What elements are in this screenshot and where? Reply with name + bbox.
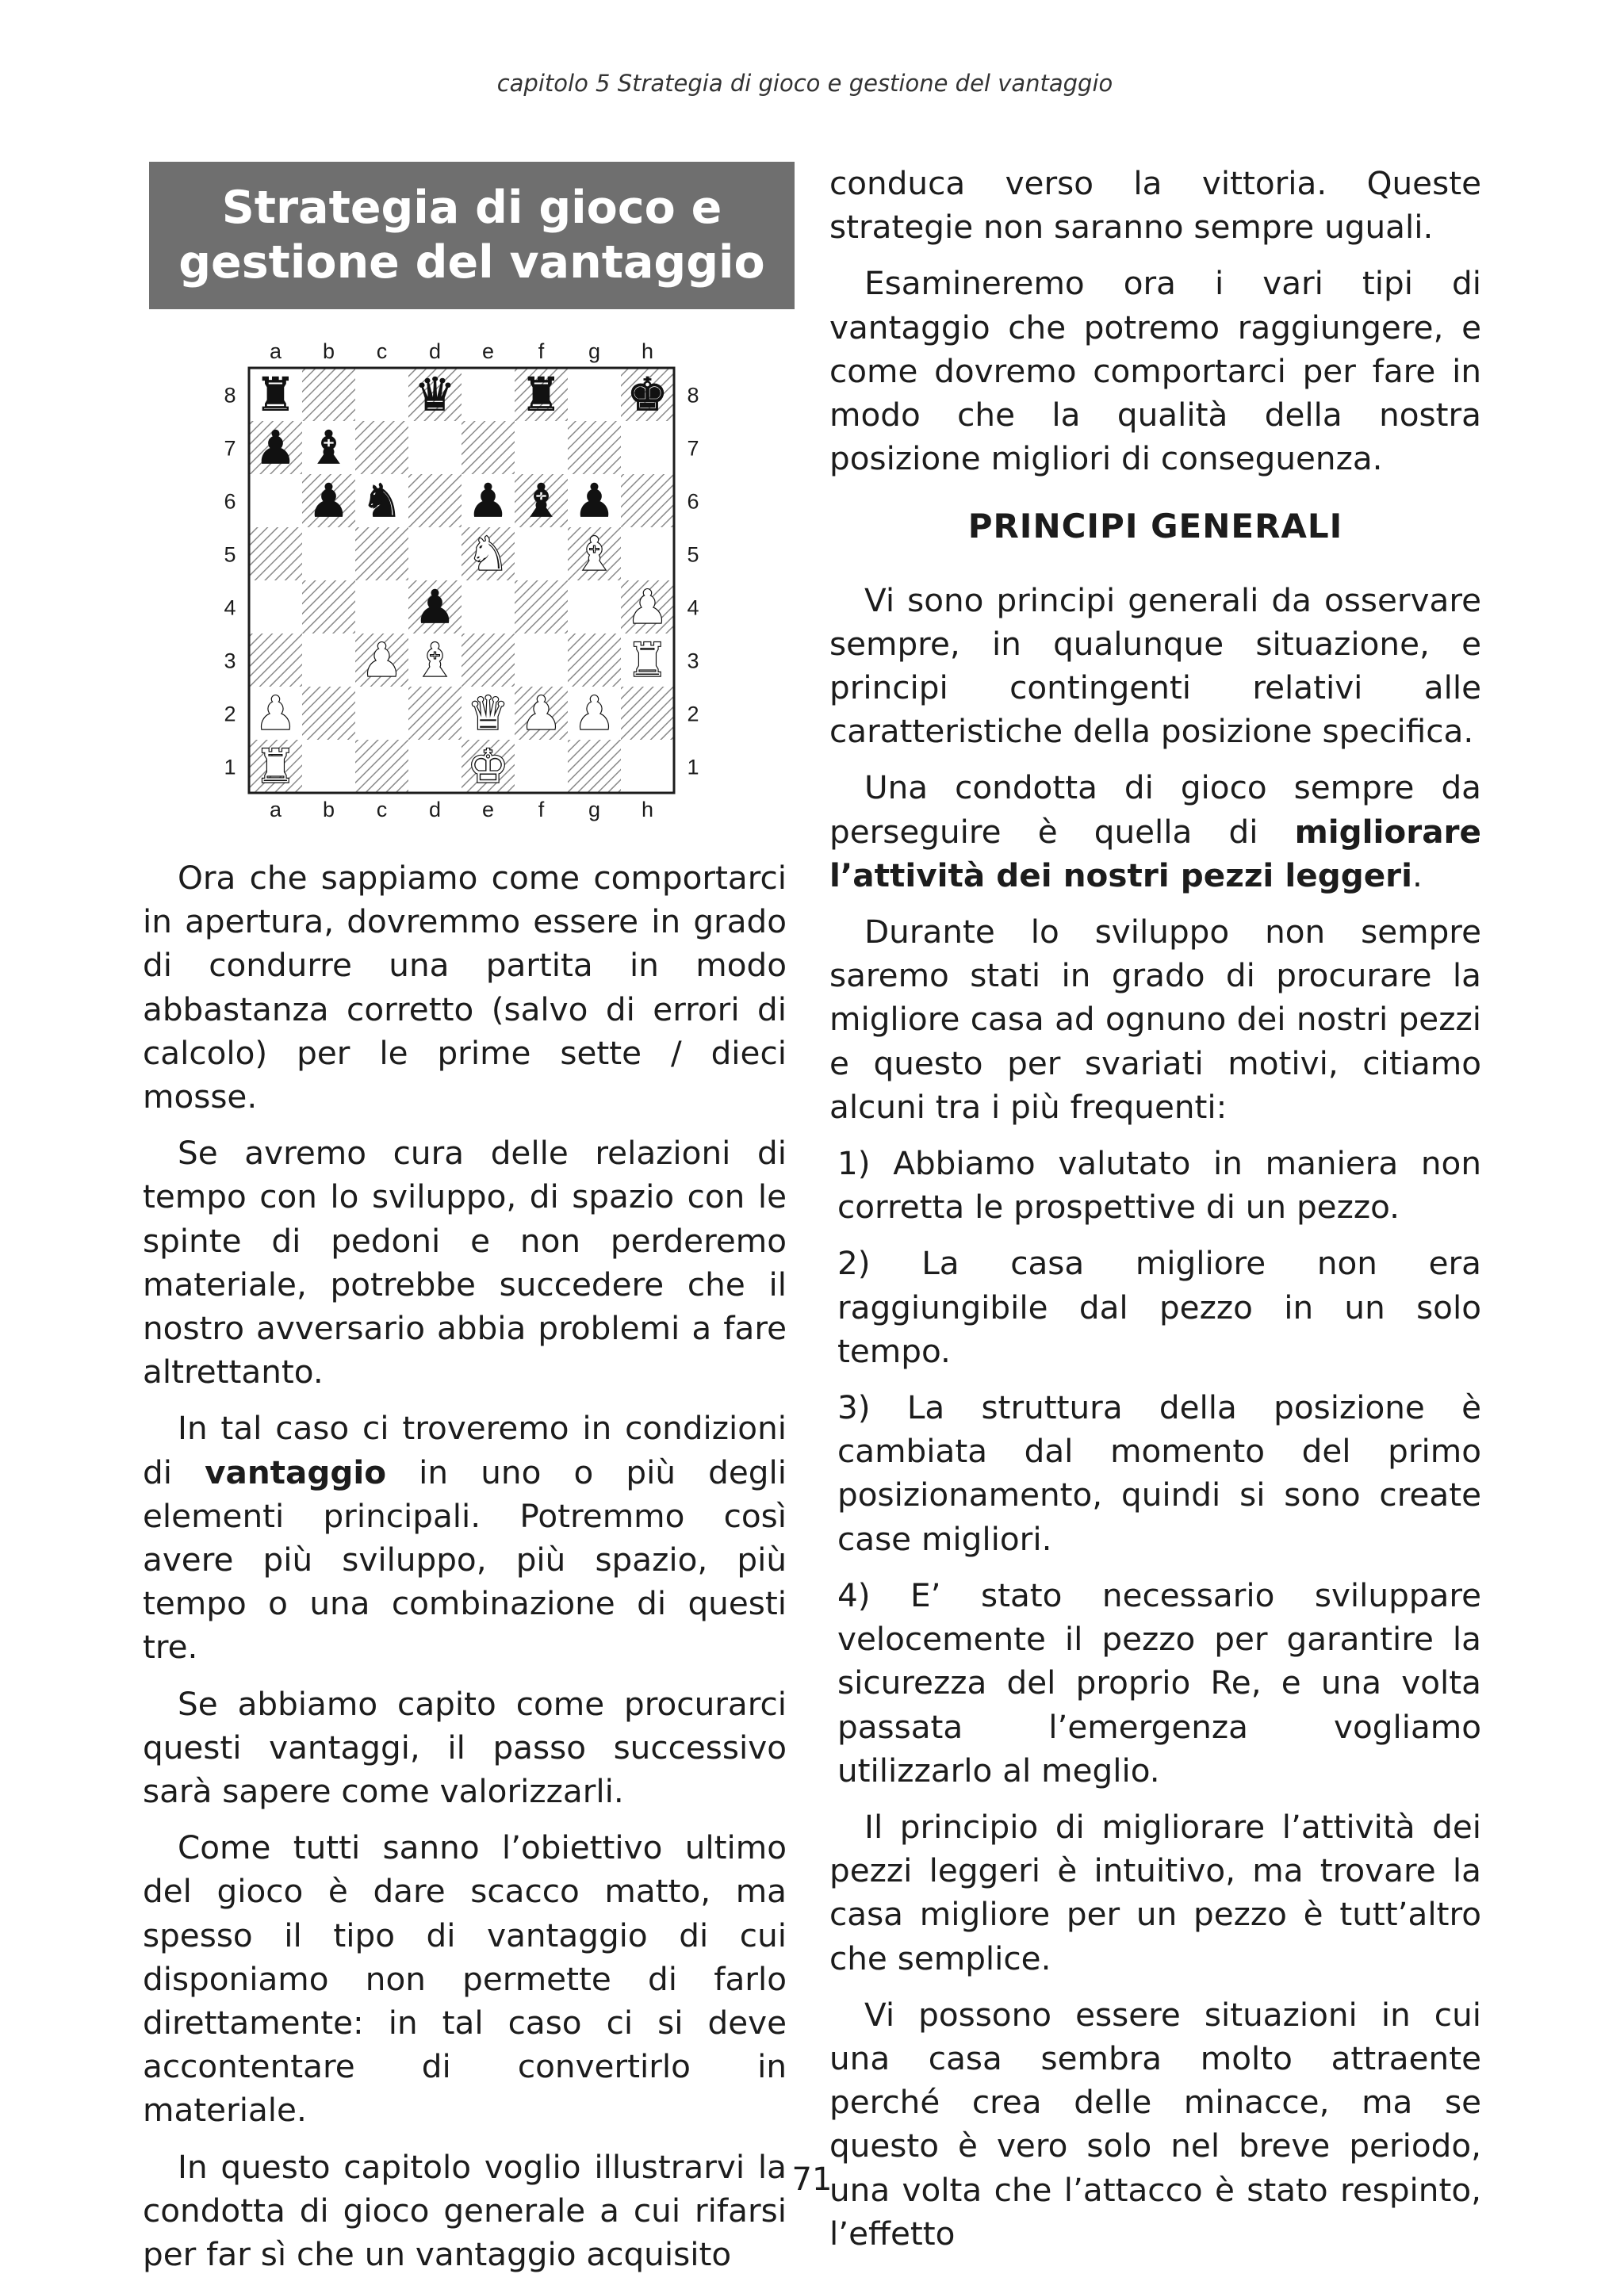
board-square <box>462 634 515 687</box>
text-run: In tal caso ci troveremo in condizioni di <box>143 1409 787 1491</box>
board-square <box>568 740 621 793</box>
page-number: 71 <box>791 2161 833 2198</box>
paragraph <box>143 1407 787 1669</box>
board-square <box>249 634 302 687</box>
board-square <box>355 368 408 421</box>
paragraph: Vi sono principi generali da osservare sempre, in qualunque situazione, e principi contingenti relativi alle caratteristiche della posizione specifica. <box>829 580 1481 751</box>
white-king-icon: ♚ <box>467 739 509 794</box>
file-label: d <box>428 339 442 363</box>
black-queen-icon: ♛ <box>414 367 456 422</box>
black-pawn-icon: ♟ <box>414 580 456 634</box>
file-label: e <box>481 798 495 821</box>
text-run: Come tutti sanno l’obiettivo ultimo del gioco è dare scacco matto, ma spesso il tipo di vantaggio di cui disponiamo non permette di farlo direttamente: in tal caso ci si deve accontentare di convertirlo in materiale. <box>143 1828 787 2130</box>
rank-label: 5 <box>224 542 236 567</box>
board-square <box>408 687 462 740</box>
board-square <box>302 740 355 793</box>
board-square <box>621 474 674 527</box>
board-square <box>621 527 674 580</box>
rank-label: 2 <box>224 702 236 726</box>
file-label: f <box>538 339 545 363</box>
rank-label: 1 <box>224 755 236 779</box>
board-square <box>302 527 355 580</box>
board-square <box>568 634 621 687</box>
file-label: c <box>376 798 388 821</box>
section-title-box <box>149 162 795 309</box>
file-label: b <box>322 798 335 821</box>
rank-label: 7 <box>224 436 236 461</box>
board-square <box>515 527 568 580</box>
bold-text: migliorare l’attività dei nostri pezzi leggeri <box>829 812 1481 894</box>
rank-label: 8 <box>224 383 236 408</box>
black-rook-icon: ♜ <box>520 367 562 422</box>
board-square <box>515 580 568 634</box>
board-square <box>408 474 462 527</box>
paragraph: Il principio di migliorare l’attività dei pezzi leggeri è intuitivo, ma trovare la casa migliore per un pezzo è tutt’altro che semplice. <box>829 1807 1481 1977</box>
rank-label: 4 <box>224 595 236 620</box>
board-square <box>621 740 674 793</box>
board-square <box>568 368 621 421</box>
white-pawn-icon: ♟ <box>520 686 562 741</box>
text-run: in uno o più degli elementi principali. Potremmo così avere più sviluppo, più spazio, più tempo o una combinazione di questi tre. <box>143 1453 787 1667</box>
board-square <box>355 687 408 740</box>
board-square <box>355 740 408 793</box>
text-run: Se avremo cura delle relazioni di tempo con lo sviluppo, di spazio con le spinte di pedoni e non perderemo materiale, potrebbe succedere che il nostro avversario abbia problemi a fare altrettanto. <box>143 1134 787 1391</box>
rank-label: 5 <box>687 542 699 567</box>
rank-label: 3 <box>687 649 699 673</box>
white-pawn-icon: ♟ <box>626 580 668 634</box>
board-square <box>355 421 408 474</box>
white-pawn-icon: ♟ <box>573 686 615 741</box>
file-label: a <box>269 798 282 821</box>
file-label: f <box>538 798 545 821</box>
file-label: a <box>269 339 282 363</box>
white-queen-icon: ♛ <box>467 686 509 741</box>
board-square <box>515 421 568 474</box>
board-square <box>462 368 515 421</box>
board-square <box>249 527 302 580</box>
board-square <box>408 740 462 793</box>
board-square <box>355 580 408 634</box>
board-square <box>355 527 408 580</box>
board-square <box>249 580 302 634</box>
rank-label: 7 <box>687 436 699 461</box>
black-pawn-icon: ♟ <box>308 473 350 528</box>
paragraph: Durante lo sviluppo non sempre saremo stati in grado di procurare la migliore casa ad ognuno dei nostri pezzi e questo per svariati motivi, citiamo alcuni tra i più frequenti: <box>829 913 1481 1126</box>
paragraph <box>143 1131 787 1394</box>
paragraph <box>143 1682 787 1814</box>
file-label: c <box>376 339 388 363</box>
white-rook-icon: ♜ <box>255 739 297 794</box>
board-square <box>462 580 515 634</box>
white-bishop-icon: ♝ <box>414 633 456 687</box>
board-square <box>302 687 355 740</box>
file-label: e <box>481 339 495 363</box>
board-square <box>249 474 302 527</box>
list-item: 1) Abbiamo valutato in maniera non corretta le prospettive di un pezzo. <box>837 1144 1481 1227</box>
white-pawn-icon: ♟ <box>255 686 297 741</box>
right-column <box>829 162 1481 2268</box>
rank-label: 6 <box>687 489 699 514</box>
rank-label: 4 <box>687 595 699 620</box>
black-bishop-icon: ♝ <box>308 420 350 475</box>
board-square <box>302 634 355 687</box>
text-run: Se abbiamo capito come procurarci questi vantaggi, il passo successivo sarà sapere come valorizzarli. <box>143 1684 787 1811</box>
rank-label: 2 <box>687 702 699 726</box>
black-rook-icon: ♜ <box>255 367 297 422</box>
board-square <box>515 740 568 793</box>
file-label: h <box>641 339 654 363</box>
board-square <box>568 421 621 474</box>
board-square <box>462 421 515 474</box>
board-square <box>408 421 462 474</box>
rank-label: 6 <box>224 489 236 514</box>
board-square <box>568 580 621 634</box>
black-pawn-icon: ♟ <box>255 420 297 475</box>
board-square <box>515 634 568 687</box>
board-square <box>408 527 462 580</box>
paragraph: Esamineremo ora i vari tipi di vantaggio che potremo raggiungere, e come dovremo comportarci per fare in modo che la qualità della nostra posizione migliori di conseguenza. <box>829 264 1481 478</box>
paragraph <box>829 766 1481 898</box>
left-column <box>143 856 787 2289</box>
chess-diagram <box>214 338 706 833</box>
text-run: . <box>1412 856 1423 894</box>
rank-label: 1 <box>687 755 699 779</box>
board-square <box>302 580 355 634</box>
bold-text: vantaggio <box>205 1453 387 1491</box>
subheading: PRINCIPI GENERALI <box>967 507 1343 546</box>
board-square <box>621 687 674 740</box>
file-label: d <box>428 798 442 821</box>
black-knight-icon: ♞ <box>361 473 403 528</box>
rank-label: 8 <box>687 383 699 408</box>
white-bishop-icon: ♝ <box>573 526 615 581</box>
white-knight-icon: ♞ <box>467 526 509 581</box>
file-label: b <box>322 339 335 363</box>
white-pawn-icon: ♟ <box>361 633 403 687</box>
text-run: In questo capitolo voglio illustrarvi la condotta di gioco generale a cui rifarsi per far sì che un vantaggio acquisito <box>143 2147 787 2274</box>
list-item: 3) La struttura della posizione è cambiata dal momento del primo posizionamento, quindi si sono create case migliori. <box>837 1388 1481 1558</box>
section-title-line-2: gestione del vantaggio <box>178 236 765 289</box>
rank-label: 3 <box>224 649 236 673</box>
paragraph: Vi possono essere situazioni in cui una casa sembra molto attraente perché crea delle minacce, ma se questo è vero solo nel breve periodo, una volta che l’attacco è stato respinto, l’effetto <box>829 1995 1481 2253</box>
list-item: 4) E’ stato necessario sviluppare velocemente il pezzo per garantire la sicurezza del proprio Re, e una volta passata l’emergenza vogliamo utilizzarlo al meglio. <box>837 1575 1481 1790</box>
file-label: g <box>588 798 601 821</box>
black-king-icon: ♚ <box>626 367 668 422</box>
board-square <box>621 421 674 474</box>
black-pawn-icon: ♟ <box>573 473 615 528</box>
list-item: 2) La casa migliore non era raggiungibile dal pezzo in un solo tempo. <box>837 1244 1481 1370</box>
running-head: capitolo 5 Strategia di gioco e gestione del vantaggio <box>496 70 1113 97</box>
text-run: Ora che sappiamo come comportarci in apertura, dovremmo essere in grado di condurre una partita in modo abbastanza corretto (salvo di errori di calcolo) per le prime sette / dieci mosse. <box>143 859 787 1116</box>
paragraph <box>143 856 787 1119</box>
board-square <box>302 368 355 421</box>
section-title-line-1: Strategia di gioco e <box>221 182 722 234</box>
black-pawn-icon: ♟ <box>467 473 509 528</box>
white-rook-icon: ♜ <box>626 633 668 687</box>
paragraph <box>143 1826 787 2132</box>
text-run: Una condotta di gioco sempre da perseguire è quella di <box>829 768 1481 851</box>
paragraph: conduca verso la vittoria. Queste strategie non saranno sempre uguali. <box>829 164 1481 247</box>
file-label: g <box>588 339 601 363</box>
black-bishop-icon: ♝ <box>520 473 562 528</box>
file-label: h <box>641 798 654 821</box>
